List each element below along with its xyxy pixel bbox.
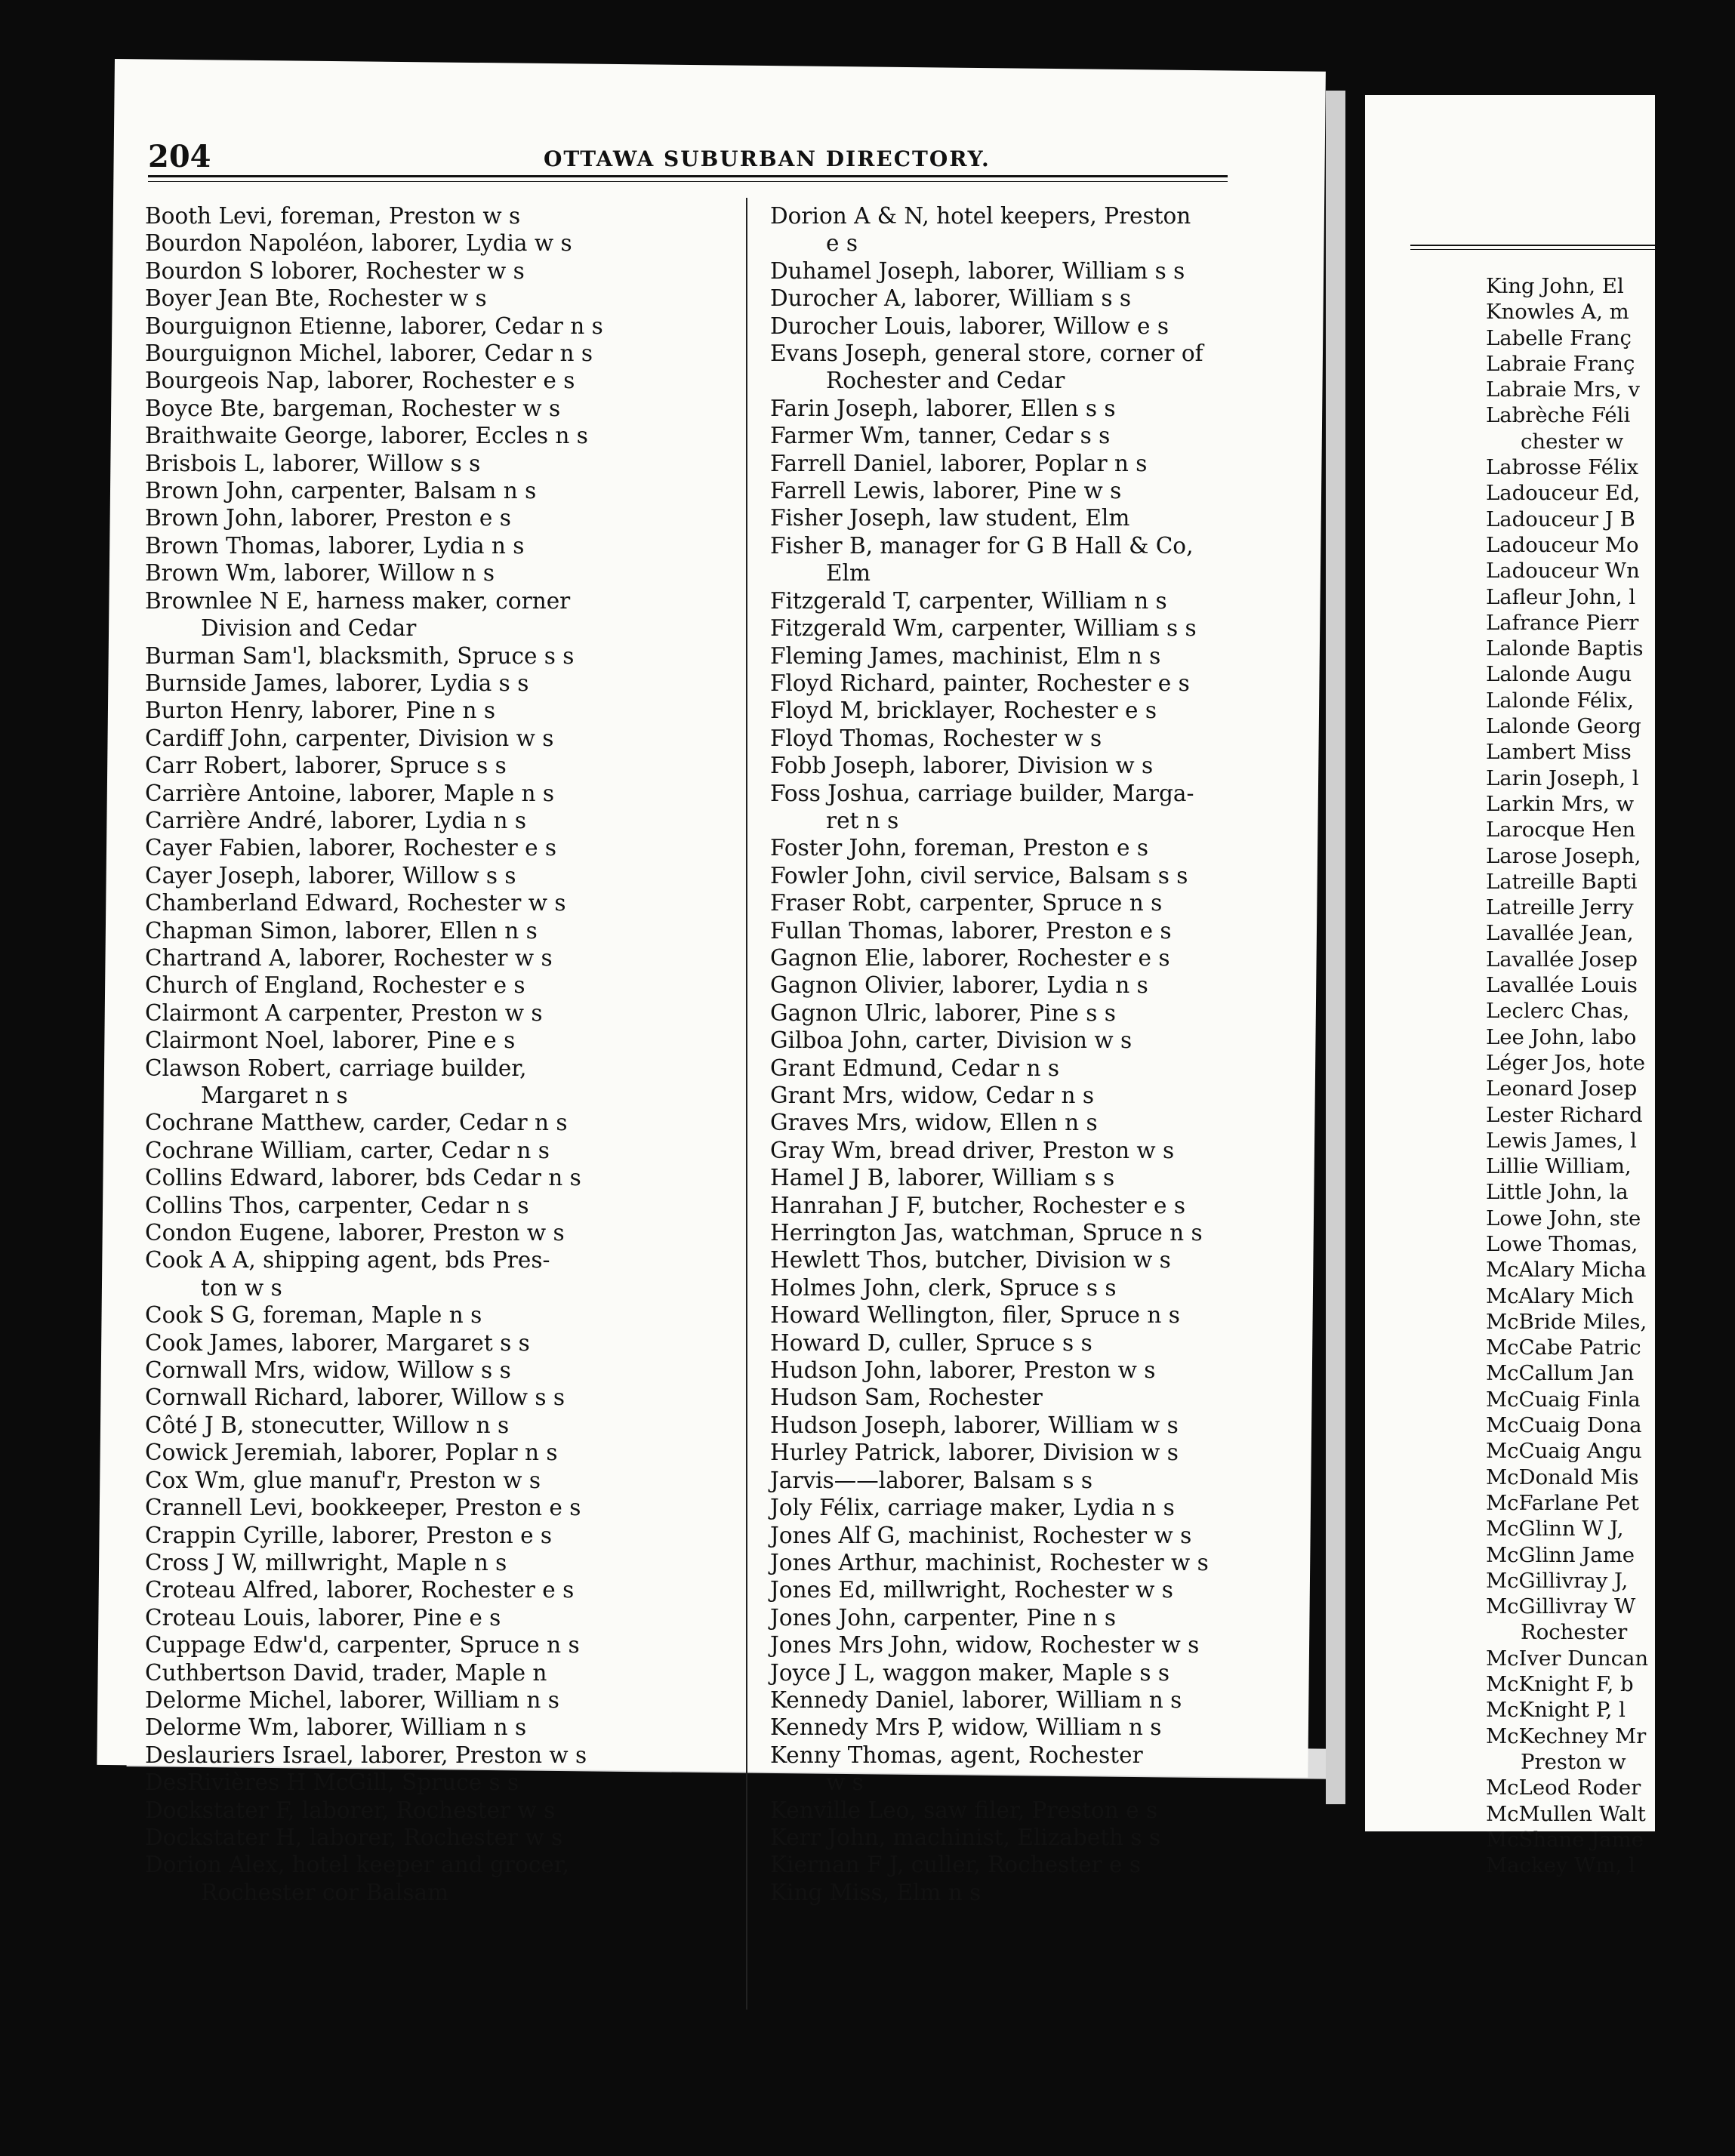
directory-entry: Bourdon Napoléon, laborer, Lydia w s bbox=[145, 230, 572, 257]
directory-entry: Dorion Alex, hotel keeper and grocer, bbox=[145, 1852, 569, 1878]
directory-entry-continuation: Rochester and Cedar bbox=[826, 368, 1065, 394]
directory-entry: Collins Thos, carpenter, Cedar n s bbox=[145, 1192, 529, 1218]
book-gutter bbox=[1326, 91, 1345, 1804]
directory-entry: Bourdon S loborer, Rochester w s bbox=[145, 257, 525, 284]
directory-entry-continuation: Margaret n s bbox=[201, 1083, 348, 1108]
page-number: 204 bbox=[148, 139, 211, 174]
facing-page-entry: McMullen Walt bbox=[1486, 1801, 1646, 1826]
facing-page-entry: McAlary Micha bbox=[1486, 1258, 1647, 1283]
directory-entry: Jones Ed, millwright, Rochester w s bbox=[770, 1577, 1173, 1603]
facing-page-rule bbox=[1410, 245, 1655, 246]
directory-entry: Kenville Leo, saw filer, Preston e s bbox=[770, 1797, 1158, 1823]
directory-entry: Gagnon Olivier, laborer, Lydia n s bbox=[770, 972, 1148, 999]
facing-page bbox=[1365, 95, 1655, 1878]
directory-entry: Carrière Antoine, laborer, Maple n s bbox=[145, 780, 555, 806]
facing-page-entry: Leonard Josep bbox=[1486, 1076, 1638, 1101]
directory-entry: Cardiff John, carpenter, Division w s bbox=[145, 725, 554, 751]
facing-page-entry: Latreille Bapti bbox=[1486, 869, 1638, 894]
facing-page-entry: Ladouceur Wn bbox=[1486, 559, 1640, 584]
facing-page-entry: Leclerc Chas, bbox=[1486, 999, 1630, 1024]
facing-page-entry: Larin Joseph, l bbox=[1486, 765, 1639, 790]
facing-page-rule-thin bbox=[1410, 249, 1655, 250]
facing-page-entry: King John, El bbox=[1486, 274, 1624, 298]
directory-entry: Burton Henry, laborer, Pine n s bbox=[145, 698, 496, 724]
facing-page-entry: McBride Miles, bbox=[1486, 1309, 1647, 1334]
facing-page-entry: McCuaig Angu bbox=[1486, 1439, 1642, 1464]
directory-entry: Hurley Patrick, laborer, Division w s bbox=[770, 1440, 1179, 1466]
directory-entry: Delorme Wm, laborer, William n s bbox=[145, 1714, 527, 1741]
directory-entry: Carr Robert, laborer, Spruce s s bbox=[145, 753, 507, 779]
directory-entry: Deslauriers Israel, laborer, Preston w s bbox=[145, 1742, 587, 1768]
right-column bbox=[770, 202, 1238, 1906]
facing-page-entry: Ladouceur Mo bbox=[1486, 532, 1639, 557]
directory-entry-continuation: Rochester cor Balsam bbox=[201, 1879, 449, 1905]
facing-page-entry: McCallum Jan bbox=[1486, 1361, 1635, 1386]
directory-entry: Church of England, Rochester e s bbox=[145, 972, 525, 999]
facing-page-entry: McKnight F, b bbox=[1486, 1672, 1634, 1697]
directory-entry: Delorme Michel, laborer, William n s bbox=[145, 1686, 559, 1713]
facing-page-entry: McCuaig Finla bbox=[1486, 1387, 1641, 1412]
directory-entry: Foss Joshua, carriage builder, Marga- bbox=[770, 780, 1194, 806]
directory-entry: Farrell Lewis, laborer, Pine w s bbox=[770, 478, 1122, 504]
directory-entry: Brown Thomas, laborer, Lydia n s bbox=[145, 532, 525, 559]
facing-page-entry: Labraie Mrs, v bbox=[1486, 377, 1641, 402]
facing-page-entry: Lambert Miss bbox=[1486, 740, 1632, 765]
directory-entry: Jones John, carpenter, Pine n s bbox=[770, 1604, 1117, 1631]
directory-entry: Kiernan F J, culler, Rochester e s bbox=[770, 1852, 1142, 1878]
directory-entry: Hudson John, laborer, Preston w s bbox=[770, 1357, 1156, 1384]
directory-entry: Cook James, laborer, Margaret s s bbox=[145, 1329, 530, 1356]
directory-entry: Boyer Jean Bte, Rochester w s bbox=[145, 285, 487, 312]
facing-page-entry: McDonald Mis bbox=[1486, 1465, 1639, 1489]
directory-entry: Howard D, culler, Spruce s s bbox=[770, 1329, 1092, 1356]
facing-page-entry: Lester Richard bbox=[1486, 1102, 1643, 1127]
directory-entry: Brisbois L, laborer, Willow s s bbox=[145, 450, 481, 476]
facing-page-entry: Lee John, labo bbox=[1486, 1024, 1637, 1049]
facing-page-entry: McGillivray J, bbox=[1486, 1568, 1629, 1593]
facing-page-entry: McFarlane Pet bbox=[1486, 1490, 1639, 1515]
facing-page-entry: McLeod Roder bbox=[1486, 1776, 1641, 1800]
directory-entry: Carrière André, laborer, Lydia n s bbox=[145, 807, 527, 833]
directory-entry: Cornwall Richard, laborer, Willow s s bbox=[145, 1384, 565, 1411]
directory-entry: Farmer Wm, tanner, Cedar s s bbox=[770, 423, 1111, 449]
directory-entry: Chamberland Edward, Rochester w s bbox=[145, 890, 566, 916]
directory-entry: Collins Edward, laborer, bds Cedar n s bbox=[145, 1165, 581, 1191]
facing-page-entry: McCuaig Dona bbox=[1486, 1413, 1642, 1438]
directory-entry-continuation: e s bbox=[826, 230, 858, 257]
directory-entry: Crannell Levi, bookkeeper, Preston e s bbox=[145, 1495, 581, 1521]
directory-entry: Kennedy Mrs P, widow, William n s bbox=[770, 1714, 1162, 1741]
directory-entry: Fitzgerald Wm, carpenter, William s s bbox=[770, 615, 1197, 642]
directory-entry: Cochrane Matthew, carder, Cedar n s bbox=[145, 1110, 568, 1136]
directory-entry: Boyce Bte, bargeman, Rochester w s bbox=[145, 395, 561, 421]
column-divider bbox=[746, 198, 747, 2010]
directory-entry: Duhamel Joseph, laborer, William s s bbox=[770, 257, 1185, 284]
directory-entry: Kennedy Daniel, laborer, William n s bbox=[770, 1686, 1182, 1713]
directory-entry: Bourgeois Nap, laborer, Rochester e s bbox=[145, 368, 575, 394]
directory-entry: Floyd Richard, painter, Rochester e s bbox=[770, 670, 1190, 696]
directory-entry: Jones Mrs John, widow, Rochester w s bbox=[770, 1632, 1200, 1659]
directory-entry: Graves Mrs, widow, Ellen n s bbox=[770, 1110, 1098, 1136]
directory-entry: Brown Wm, laborer, Willow n s bbox=[145, 560, 495, 587]
directory-entry: Brown John, laborer, Preston e s bbox=[145, 505, 511, 531]
directory-entry: Clairmont A carpenter, Preston w s bbox=[145, 999, 543, 1026]
directory-entry: Durocher A, laborer, William s s bbox=[770, 285, 1132, 312]
directory-entry: Gilboa John, carter, Division w s bbox=[770, 1027, 1133, 1054]
directory-entry: Booth Levi, foreman, Preston w s bbox=[145, 203, 521, 229]
left-column bbox=[145, 202, 741, 1906]
facing-page-entry: Léger Jos, hote bbox=[1486, 1050, 1646, 1075]
directory-entry: Fisher Joseph, law student, Elm bbox=[770, 505, 1130, 531]
directory-entry: Holmes John, clerk, Spruce s s bbox=[770, 1274, 1117, 1301]
header-rule-thin bbox=[148, 181, 1228, 182]
directory-entry: Dockstater H, laborer, Rochester w s bbox=[145, 1824, 563, 1850]
facing-page-entry: McKechney Mr bbox=[1486, 1723, 1647, 1748]
directory-entry: Fleming James, machinist, Elm n s bbox=[770, 642, 1161, 669]
directory-entry: Howard Wellington, filer, Spruce n s bbox=[770, 1302, 1180, 1329]
facing-page-entry: Labelle Franç bbox=[1486, 325, 1632, 350]
facing-page-entry: Labrèche Féli bbox=[1486, 403, 1631, 428]
facing-page-entry: McAlary Mich bbox=[1486, 1283, 1635, 1308]
directory-entry: Fraser Robt, carpenter, Spruce n s bbox=[770, 890, 1163, 916]
facing-page-entry: Ladouceur Ed, bbox=[1486, 481, 1641, 506]
directory-entry: Condon Eugene, laborer, Preston w s bbox=[145, 1220, 565, 1246]
directory-entry: Cook A A, shipping agent, bds Pres- bbox=[145, 1247, 550, 1274]
facing-page-entry: Lewis James, l bbox=[1486, 1128, 1637, 1153]
facing-page-entry: McIver Duncan bbox=[1486, 1646, 1649, 1671]
facing-page-entry: Labraie Franç bbox=[1486, 351, 1635, 376]
facing-page-entry: Lafrance Pierr bbox=[1486, 610, 1639, 635]
running-head: OTTAWA SUBURBAN DIRECTORY. bbox=[544, 146, 991, 171]
directory-entry: Burman Sam'l, blacksmith, Spruce s s bbox=[145, 642, 575, 669]
directory-entry: Gagnon Elie, laborer, Rochester e s bbox=[770, 944, 1170, 971]
directory-entry: Gray Wm, bread driver, Preston w s bbox=[770, 1137, 1175, 1163]
directory-entry: Farin Joseph, laborer, Ellen s s bbox=[770, 395, 1116, 421]
directory-entry: Chapman Simon, laborer, Ellen n s bbox=[145, 917, 538, 944]
directory-entry: DesRivières H McGill, Spruce s s bbox=[145, 1769, 519, 1796]
facing-page-entry: McGlinn W J, bbox=[1486, 1517, 1624, 1542]
facing-page-entry: Mackey Wm, l bbox=[1486, 1853, 1635, 1878]
facing-page-entry: McKnight P, l bbox=[1486, 1698, 1626, 1723]
directory-entry: Fisher B, manager for G B Hall & Co, bbox=[770, 532, 1194, 559]
directory-entry: Evans Joseph, general store, corner of bbox=[770, 340, 1203, 367]
facing-page-entry: Lalonde Georg bbox=[1486, 714, 1641, 739]
directory-entry: Gagnon Ulric, laborer, Pine s s bbox=[770, 999, 1116, 1026]
directory-entry: Farrell Daniel, laborer, Poplar n s bbox=[770, 450, 1148, 476]
directory-entry: Cochrane William, carter, Cedar n s bbox=[145, 1137, 550, 1163]
facing-page-entry: Lowe John, ste bbox=[1486, 1206, 1641, 1230]
directory-entry: Cayer Fabien, laborer, Rochester e s bbox=[145, 835, 557, 861]
directory-entry: Cross J W, millwright, Maple n s bbox=[145, 1549, 507, 1575]
directory-entry: Côté J B, stonecutter, Willow n s bbox=[145, 1412, 510, 1438]
facing-page-entry: Lalonde Augu bbox=[1486, 662, 1632, 687]
directory-entry: Jarvis——laborer, Balsam s s bbox=[770, 1467, 1093, 1493]
facing-page-entry: Larocque Hen bbox=[1486, 818, 1636, 842]
directory-entry: Foster John, foreman, Preston e s bbox=[770, 835, 1148, 861]
directory-entry: Dockstater F, laborer, Rochester w s bbox=[145, 1797, 556, 1823]
directory-entry: Hamel J B, laborer, William s s bbox=[770, 1165, 1115, 1191]
directory-entry-continuation: ton w s bbox=[201, 1274, 282, 1301]
directory-entry: Cox Wm, glue manuf'r, Preston w s bbox=[145, 1467, 541, 1493]
header-rule bbox=[148, 175, 1228, 177]
facing-page-entry: Lavallée Louis bbox=[1486, 973, 1638, 998]
directory-entry: Fobb Joseph, laborer, Division w s bbox=[770, 753, 1154, 779]
directory-entry: Joly Félix, carriage maker, Lydia n s bbox=[770, 1495, 1175, 1521]
directory-entry: Floyd M, bricklayer, Rochester e s bbox=[770, 698, 1157, 724]
directory-entry: Bourguignon Michel, laborer, Cedar n s bbox=[145, 340, 593, 367]
directory-entry: Cowick Jeremiah, laborer, Poplar n s bbox=[145, 1440, 558, 1466]
directory-entry: Fitzgerald T, carpenter, William n s bbox=[770, 587, 1167, 614]
directory-entry: Brownlee N E, harness maker, corner bbox=[145, 587, 571, 614]
directory-entry: Cuppage Edw'd, carpenter, Spruce n s bbox=[145, 1632, 580, 1659]
directory-entry: Joyce J L, waggon maker, Maple s s bbox=[770, 1659, 1170, 1686]
directory-entry: Bourguignon Etienne, laborer, Cedar n s bbox=[145, 313, 603, 339]
directory-entry-continuation: Elm bbox=[826, 560, 871, 587]
directory-entry: Cuthbertson David, trader, Maple n bbox=[145, 1659, 547, 1686]
directory-entry: Cornwall Mrs, widow, Willow s s bbox=[145, 1357, 511, 1384]
facing-page-entry: McCabe Patric bbox=[1486, 1335, 1641, 1360]
directory-entry: Floyd Thomas, Rochester w s bbox=[770, 725, 1102, 751]
directory-entry: Herrington Jas, watchman, Spruce n s bbox=[770, 1220, 1203, 1246]
directory-entry: Hudson Joseph, laborer, William w s bbox=[770, 1412, 1179, 1438]
directory-entry: Hanrahan J F, butcher, Rochester e s bbox=[770, 1192, 1185, 1218]
directory-entry: Cook S G, foreman, Maple n s bbox=[145, 1302, 482, 1329]
directory-entry: Burnside James, laborer, Lydia s s bbox=[145, 670, 529, 696]
facing-page-entry: Lafleur John, l bbox=[1486, 584, 1636, 609]
facing-page-entry: Lavallée Josep bbox=[1486, 947, 1638, 972]
directory-entry: Kenny Thomas, agent, Rochester bbox=[770, 1742, 1143, 1768]
facing-page-entry-continuation: chester w bbox=[1521, 429, 1624, 454]
facing-page-entry: Larkin Mrs, w bbox=[1486, 791, 1635, 816]
directory-entry: Hudson Sam, Rochester bbox=[770, 1384, 1043, 1411]
facing-page-entry-continuation: Rochester bbox=[1521, 1620, 1628, 1645]
directory-entry: Dorion A & N, hotel keepers, Preston bbox=[770, 203, 1191, 229]
facing-page-entry: Lalonde Baptis bbox=[1486, 636, 1644, 661]
facing-page-entry: McShane Jame bbox=[1486, 1827, 1644, 1852]
directory-entry: Cayer Joseph, laborer, Willow s s bbox=[145, 862, 516, 889]
facing-page-entry: McGillivray W bbox=[1486, 1594, 1636, 1619]
facing-page-entry: Knowles A, m bbox=[1486, 300, 1629, 325]
facing-page-column bbox=[1486, 273, 1735, 1878]
directory-entry-continuation: Division and Cedar bbox=[201, 615, 417, 642]
directory-entry: Clairmont Noel, laborer, Pine e s bbox=[145, 1027, 516, 1054]
directory-entry: King Miss, Elm n s bbox=[770, 1879, 982, 1905]
directory-entry: Jones Alf G, machinist, Rochester w s bbox=[770, 1522, 1192, 1548]
directory-entry: Jones Arthur, machinist, Rochester w s bbox=[770, 1549, 1209, 1575]
directory-entry: Durocher Louis, laborer, Willow e s bbox=[770, 313, 1169, 339]
directory-entry: Fowler John, civil service, Balsam s s bbox=[770, 862, 1188, 889]
directory-entry: Clawson Robert, carriage builder, bbox=[145, 1055, 527, 1081]
facing-page-entry: Lillie William, bbox=[1486, 1154, 1632, 1179]
facing-page-entry: Latreille Jerry bbox=[1486, 895, 1634, 920]
directory-entry: Brown John, carpenter, Balsam n s bbox=[145, 478, 537, 504]
directory-entry: Grant Edmund, Cedar n s bbox=[770, 1055, 1060, 1081]
directory-entry-continuation: ret n s bbox=[826, 807, 899, 833]
directory-entry: Hewlett Thos, butcher, Division w s bbox=[770, 1247, 1171, 1274]
facing-page-entry: Lowe Thomas, bbox=[1486, 1231, 1638, 1256]
directory-entry: Fullan Thomas, laborer, Preston e s bbox=[770, 917, 1172, 944]
facing-page-entry: McGlinn Jame bbox=[1486, 1542, 1635, 1567]
directory-entry: Crappin Cyrille, laborer, Preston e s bbox=[145, 1522, 553, 1548]
directory-entry-continuation: w s bbox=[826, 1769, 864, 1796]
facing-page-entry: Lavallée Jean, bbox=[1486, 921, 1634, 946]
facing-page-entry: Ladouceur J B bbox=[1486, 507, 1635, 531]
facing-page-entry: Little John, la bbox=[1486, 1180, 1629, 1205]
directory-entry: Chartrand A, laborer, Rochester w s bbox=[145, 944, 553, 971]
facing-page-entry-continuation: Preston w bbox=[1521, 1749, 1626, 1774]
directory-entry: Croteau Louis, laborer, Pine e s bbox=[145, 1604, 501, 1631]
directory-entry: Braithwaite George, laborer, Eccles n s bbox=[145, 423, 588, 449]
facing-page-entry: Labrosse Félix bbox=[1486, 455, 1639, 480]
directory-entry: Croteau Alfred, laborer, Rochester e s bbox=[145, 1577, 575, 1603]
facing-page-entry: Larose Joseph, bbox=[1486, 843, 1641, 868]
directory-entry: Grant Mrs, widow, Cedar n s bbox=[770, 1083, 1095, 1108]
facing-page-entry: Lalonde Félix, bbox=[1486, 688, 1635, 713]
directory-entry: Kerr John, machinist, Elizabeth s s bbox=[770, 1824, 1161, 1850]
